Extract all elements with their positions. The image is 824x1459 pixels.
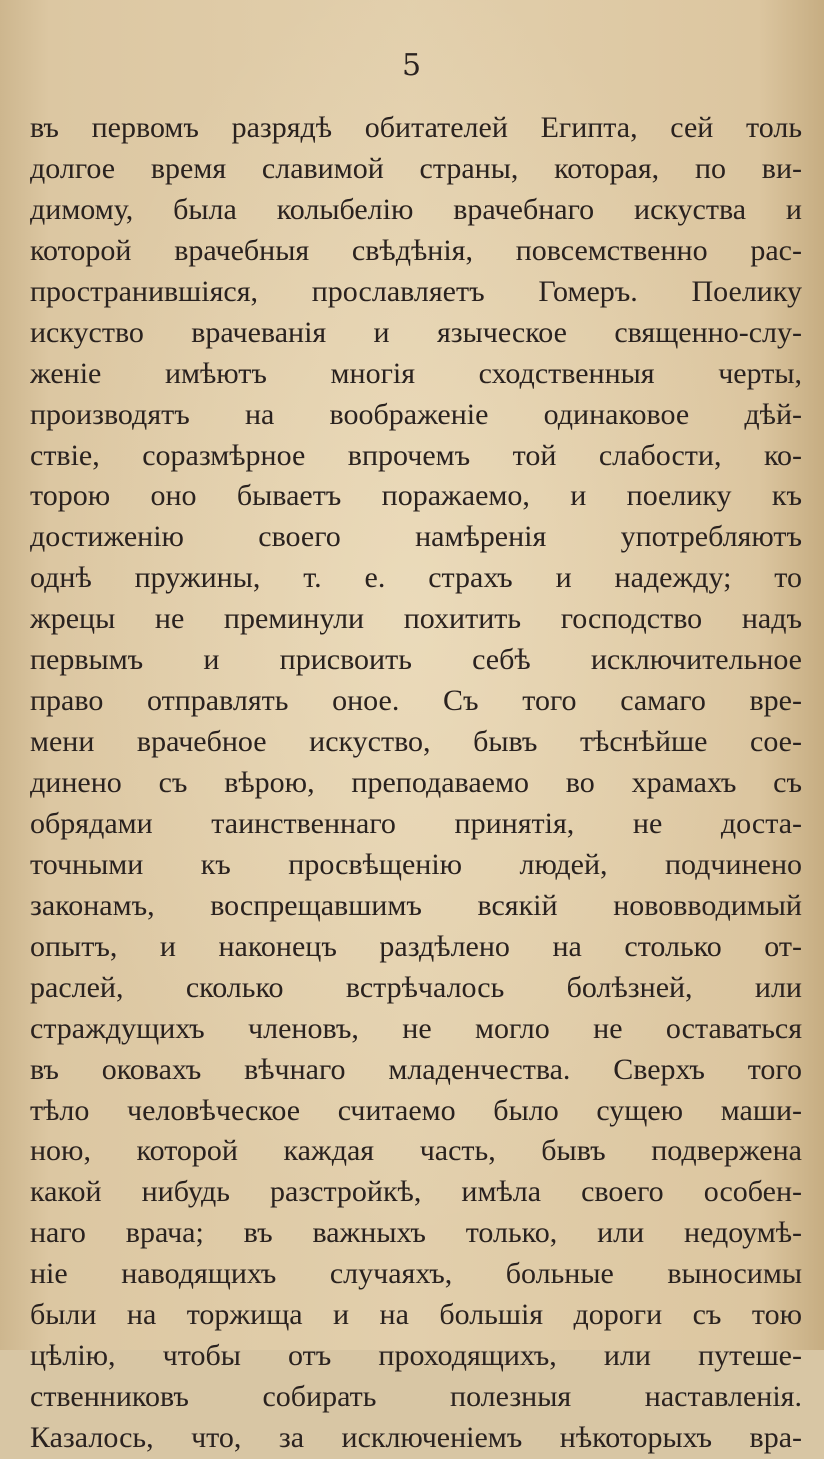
text-line: въ первомъ разрядѣ обитателей Египта, сей толь (30, 111, 802, 144)
text-line: въ оковахъ вѣчнаго младенчества. Сверхъ того (30, 1052, 802, 1086)
text-line: цѣлію, чтобы отъ проходящихъ, или путеше- (30, 1339, 802, 1373)
text-line: динено съ вѣрою, преподаваемо во храмахъ съ (30, 766, 802, 799)
text-line: торою оно бываетъ поражаемо, и поелику къ (30, 479, 802, 513)
text-line: ствіе, соразмѣрное впрочемъ той слабости, ко- (30, 438, 802, 472)
text-line: первымъ и присвоить себѣ исключительное (30, 643, 802, 677)
text-line: ною, которой каждая часть, бывъ подвержена (30, 1134, 802, 1168)
text-line: право отправлять оное. Съ того самаго вре- (30, 684, 802, 718)
text-line: какой нибудь разстройкѣ, имѣла своего особен- (30, 1175, 802, 1209)
text-line: наго врача; въ важныхъ только, или недоумѣ- (30, 1216, 802, 1250)
text-line: законамъ, воспрещавшимъ всякій нововводимый (30, 888, 802, 922)
text-line: однѣ пружины, т. е. страхъ и надежду; то (30, 561, 802, 595)
text-line: тѣло человѣческое считаемо было сущею маши- (30, 1093, 802, 1127)
text-line: жрецы не преминули похитить господство надъ (30, 602, 802, 636)
text-line: раслей, сколько встрѣчалось болѣзней, или (30, 970, 802, 1004)
body-text (30, 108, 802, 1459)
text-line: Казалось, что, за исключеніемъ нѣкоторыхъ вра- (30, 1421, 802, 1454)
text-line: страждущихъ членовъ, не могло не оставаться (30, 1011, 802, 1045)
text-line: искуство врачеванія и языческое священно-слу- (30, 315, 802, 349)
text-line: обрядами таинственнаго принятія, не доста- (30, 806, 802, 840)
text-line: производятъ на воображеніе одинаковое дѣй- (30, 397, 802, 431)
text-line: долгое время славимой страны, которая, по ви- (30, 151, 802, 185)
text-line: ніе наводящихъ случаяхъ, больные выносимы (30, 1257, 802, 1291)
text-line: которой врачебныя свѣдѣнія, повсемственно рас- (30, 233, 802, 267)
text-line: были на торжища и на большія дороги съ тою (30, 1298, 802, 1332)
text-line: мени врачебное искуство, бывъ тѣснѣйше сое- (30, 725, 802, 759)
text-line: женіе имѣютъ многія сходственныя черты, (30, 356, 802, 390)
text-line: опытъ, и наконецъ раздѣлено на столько от- (30, 929, 802, 963)
text-line: достиженію своего намѣренія употребляютъ (30, 520, 802, 554)
text-line: точными къ просвѣщенію людей, подчинено (30, 847, 802, 881)
text-line: ственниковъ собирать полезныя наставленія. (30, 1380, 802, 1414)
page-number: 5 (401, 48, 423, 83)
text-line: пространившіяся, прославляетъ Гомеръ. Поелику (30, 274, 802, 308)
text-line: димому, была колыбелію врачебнаго искуства и (30, 192, 802, 226)
